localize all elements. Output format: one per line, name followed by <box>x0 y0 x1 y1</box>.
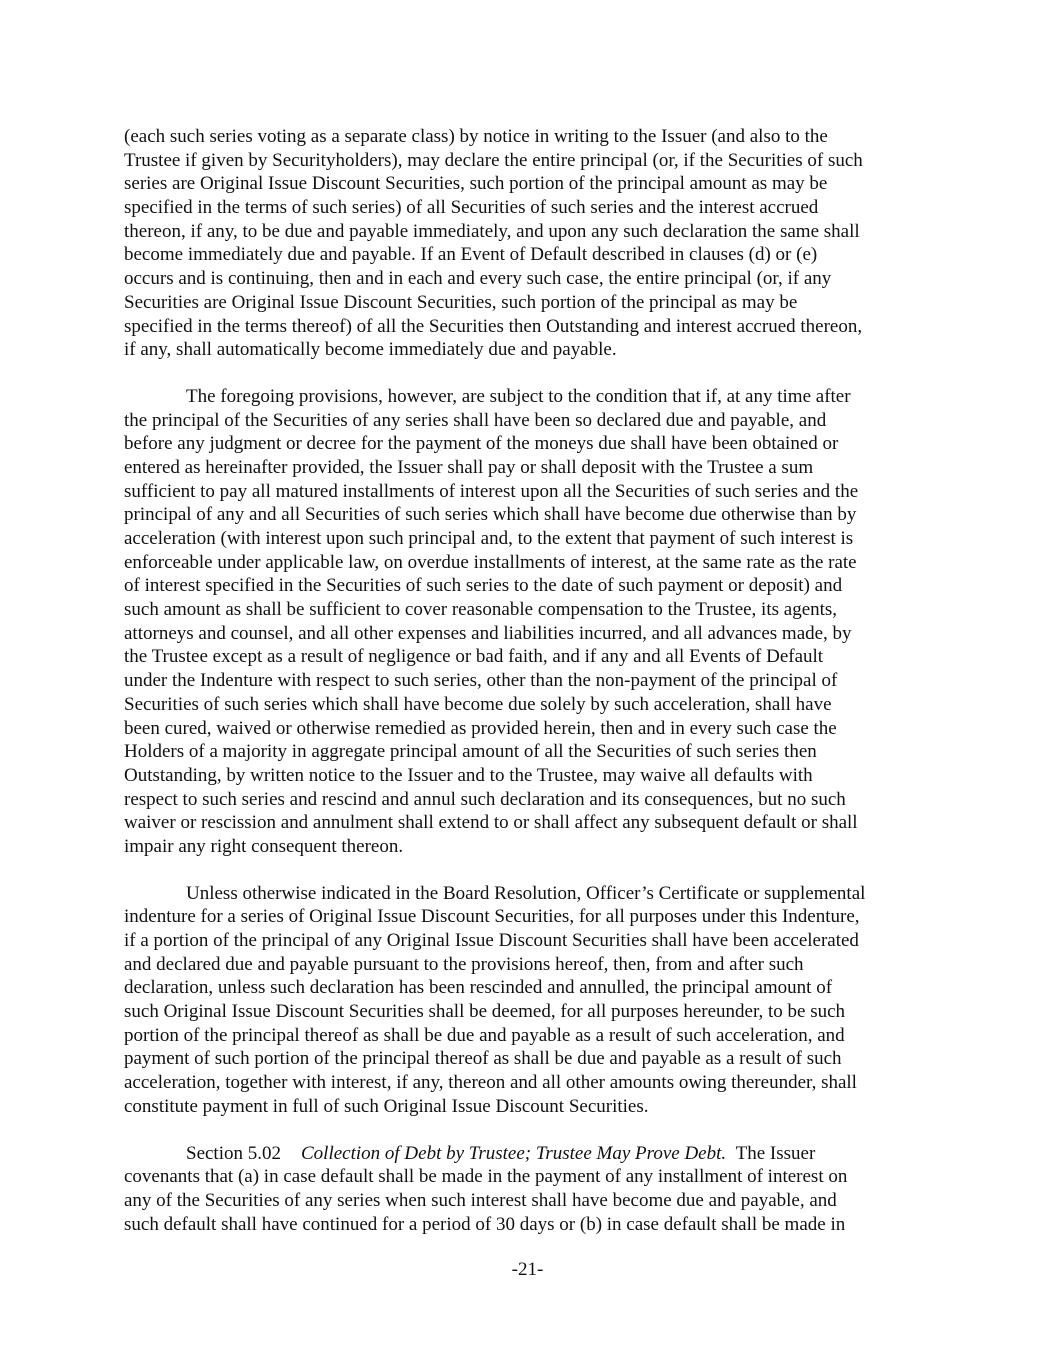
text-line: Trustee if given by Securityholders), may declare the entire principal (or, if the Securities of such <box>124 149 863 171</box>
section-first-line-text: The Issuer <box>735 1142 816 1164</box>
text-line: Unless otherwise indicated in the Board Resolution, Officer’s Certificate or supplemental <box>186 882 866 904</box>
text-line: Holders of a majority in aggregate principal amount of all the Securities of such series then <box>124 741 817 763</box>
text-line: such Original Issue Discount Securities shall be deemed, for all purposes hereunder, to be such <box>124 1001 846 1023</box>
paragraph-original-issue-discount <box>124 882 964 1119</box>
text-line: acceleration, together with interest, if any, thereon and all other amounts owing thereunder, shall <box>124 1072 857 1094</box>
text-line: waiver or rescission and annulment shall extend to or shall affect any subsequent default or shall <box>124 812 858 834</box>
text-line: entered as hereinafter provided, the Issuer shall pay or shall deposit with the Trustee a sum <box>124 456 814 478</box>
text-line: respect to such series and rescind and annul such declaration and its consequences, but no such <box>124 788 846 810</box>
text-line: of interest specified in the Securities of such series to the date of such payment or deposit) and <box>124 575 843 597</box>
text-line: declaration, unless such declaration has been rescinded and annulled, the principal amount of <box>124 977 833 999</box>
text-line: principal of any and all Securities of such series which shall have become due otherwise than by <box>124 504 857 526</box>
text-line: indenture for a series of Original Issue Discount Securities, for all purposes under this Indenture, <box>124 906 860 928</box>
text-line: Outstanding, by written notice to the Issuer and to the Trustee, may waive all defaults with <box>124 764 813 786</box>
section-title: Collection of Debt by Trustee; Trustee May Prove Debt. <box>301 1142 727 1164</box>
text-line: Securities are Original Issue Discount Securities, such portion of the principal as may be <box>124 291 798 313</box>
text-line: constitute payment in full of such Original Issue Discount Securities. <box>124 1095 649 1117</box>
text-line: enforceable under applicable law, on overdue installments of interest, at the same rate as the rate <box>124 551 857 573</box>
text-line: the Trustee except as a result of negligence or bad faith, and if any and all Events of Default <box>124 646 824 668</box>
text-line: Securities of such series which shall have become due solely by such acceleration, shall have <box>124 693 832 715</box>
text-line: acceleration (with interest upon such principal and, to the extent that payment of such interest is <box>124 528 854 549</box>
text-line: the principal of the Securities of any series shall have been so declared due and payable, and <box>124 409 827 431</box>
text-line: attorneys and counsel, and all other expenses and liabilities incurred, and all advances made, by <box>124 622 852 644</box>
text-line: The foregoing provisions, however, are subject to the condition that if, at any time after <box>186 385 851 407</box>
section-heading-line <box>124 1142 964 1166</box>
text-line: such default shall have continued for a period of 30 days or (b) in case default shall be made in <box>124 1213 846 1235</box>
text-line: under the Indenture with respect to such series, other than the non-payment of the principal of <box>124 670 838 692</box>
paragraph-rescission-provisions <box>124 385 964 859</box>
page-number: -21- <box>511 1259 544 1280</box>
text-line: any of the Securities of any series when such interest shall have become due and payable, and <box>124 1189 837 1211</box>
text-line: if a portion of the principal of any Original Issue Discount Securities shall have been accelerated <box>124 930 859 951</box>
text-line: specified in the terms of such series) of all Securities of such series and the interest accrued <box>124 197 819 219</box>
section-number: Section 5.02 <box>186 1142 281 1164</box>
text-line: if any, shall automatically become immediately due and payable. <box>124 339 617 361</box>
text-line: payment of such portion of the principal thereof as shall be due and payable as a result of such <box>124 1048 842 1070</box>
paragraph-acceleration-declaration <box>124 125 964 362</box>
text-line: covenants that (a) in case default shall be made in the payment of any installment of interest on <box>124 1166 848 1188</box>
text-line: occurs and is continuing, then and in each and every such case, the entire principal (or, if any <box>124 268 832 290</box>
text-line: impair any right consequent thereon. <box>124 835 404 857</box>
text-line: specified in the terms thereof) of all the Securities then Outstanding and interest accrued thereon, <box>124 315 863 337</box>
text-line: and declared due and payable pursuant to the provisions hereof, then, from and after such <box>124 953 804 975</box>
section-5-02 <box>124 1142 964 1237</box>
text-line: (each such series voting as a separate class) by notice in writing to the Issuer (and also to the <box>124 126 828 147</box>
text-line: thereon, if any, to be due and payable immediately, and upon any such declaration the same shall <box>124 220 860 242</box>
text-line: been cured, waived or otherwise remedied as provided herein, then and in every such case the <box>124 717 837 739</box>
text-line: portion of the principal thereof as shall be due and payable as a result of such acceleration, and <box>124 1024 845 1046</box>
text-line: become immediately due and payable. If an Event of Default described in clauses (d) or (e) <box>124 244 818 266</box>
text-line: before any judgment or decree for the payment of the moneys due shall have been obtained or <box>124 433 839 455</box>
text-line: series are Original Issue Discount Securities, such portion of the principal amount as may be <box>124 173 828 195</box>
text-line: sufficient to pay all matured installments of interest upon all the Securities of such series and the <box>124 480 859 502</box>
text-line: such amount as shall be sufficient to cover reasonable compensation to the Trustee, its agents, <box>124 599 838 621</box>
document-page <box>124 125 964 1259</box>
